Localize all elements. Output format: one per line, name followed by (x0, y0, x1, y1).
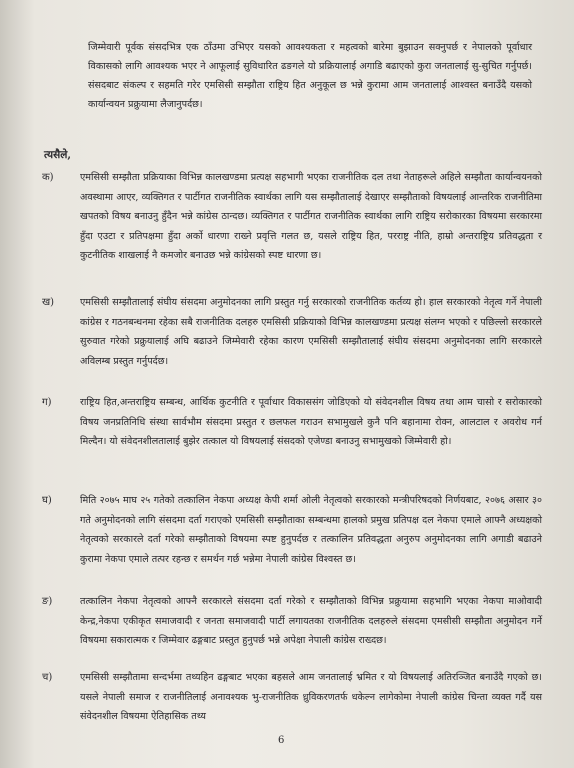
list-item-nga (42, 592, 542, 651)
list-item-cha (42, 668, 542, 727)
list-item-gha (42, 491, 542, 569)
list-item-text: तत्कालिन नेकपा नेतृत्वको आफ्नै सरकारले संसदमा दर्ता गरेको र सम्झौताको विभिन्न प्रक्रुयामा सहभागि भएका नेकपा माओवादी केन्द्र,नेकपा एकीकृत समाजवादी र जनता समाजवादी पार्टी लगायतका राजनीतिक दलहरुले संसदमा एमसीसी सम्झौता अनुमोदन गर्ने विषयमा सकारात्मक र जिम्मेवार ढङ्गबाट प्रस्तुत हुनुपर्छ भन्ने अपेक्षा नेपाली कांग्रेस राख्दछ। (80, 596, 542, 646)
list-item-label: ग) (42, 397, 52, 408)
list-item-ka (42, 168, 542, 266)
list-item-kha (42, 293, 542, 371)
list-item-text: एमसिसी सम्झौतालाई संघीय संसदमा अनुमोदनका लागि प्रस्तुत गर्नु सरकारको राजनीतिक कर्तव्य हो। हाल सरकारको नेतृत्व गर्ने नेपाली कांग्रेस र गठनबन्धनमा रहेका सबै राजनीतिक दलहरु एमसिसी प्रक्रियाको विभिन्न कालखण्डमा प्रत्यक्ष संलग्न भएको र पछिल्लो सरकारले सुरुवात गरेको प्रक्रुयालाई अघि बढाउने जिम्मेवारी रहेका कारण एमसिसी सम्झौतालाई संघीय संसदमा अनुमोदनका लागि सरकारले अविलम्ब प्रस्तुत गर्नुपर्दछ। (80, 297, 542, 367)
list-item-label: क) (42, 172, 54, 183)
page-number: 6 (278, 735, 285, 746)
list-item-text: मिति २०७५ माघ २५ गतेको तत्कालिन नेकपा अध्यक्ष केपी शर्मा ओली नेतृत्वको सरकारको मन्त्रीपरिषदको निर्णयबाट, २०७६ असार ३० गते अनुमोदनको लागि संसदमा दर्ता गराएको एमसिसी सम्झौताका सम्बन्धमा हालको प्रमुख प्रतिपक्ष दल नेकपा एमाले आफ्नै अध्यक्षको नेतृत्वको सरकारले दर्ता गरेको सम्झौताको विषयमा स्पष्ट हुनुपर्दछ र तत्कालिन प्रतिवद्धता अनुरुप अनुमोदनका लागि अगाडी बढाउने कुरामा नेकपा एमाले तत्पर रहन्छ र समर्थन गर्छ भन्नेमा नेपाली कांग्रेस विश्वस्त छ। (80, 495, 542, 565)
list-item-text: एमसिसी सम्झौतामा सन्दर्भमा तथ्यहिन ढङ्गबाट भएका बहसले आम जनतालाई भ्रमित र यो विषयलाई अतिरञ्जित बनाउँदै गएको छ। यसले नेपाली समाज र राजनीतिलाई अनावश्यक भु-राजनीतिक ध्रुविकरणतर्फ धकेल्न लागेकोमा नेपाली कांग्रेस चिन्ता व्यक्त गर्दै यस संवेदनशील विषयमा ऐतिहासिक तथ्य (80, 672, 542, 722)
section-heading: त्यसैले, (44, 149, 72, 161)
list-item-text: एमसिसी सम्झौता प्रक्रियाका विभिन्न कालखण्डमा प्रत्यक्ष सहभागी भएका राजनीतिक दल तथा नेताहरूले अहिले सम्झौता कार्यान्वयनको अवस्थामा आएर, व्यक्तिगत र पार्टीगत राजनीतिक स्वार्थका लागि यस सम्झौतालाई देखाएर सम्झौताको विषयलाई आन्तरिक राजनीतिमा खपतको विषय बनाउनु हुँदैन भन्ने कांग्रेस ठान्दछ। व्यक्तिगत र पार्टीगत राजनीतिक स्वार्थका लागि राष्ट्रिय सरोकारका विषयमा सरकारमा हुँदा एउटा र प्रतिपक्षमा हुँदा अर्को धारणा राख्ने प्रवृत्ति गलत छ, यसले राष्ट्रिय हित, परराष्ट्र नीति, हाम्रो अन्तराष्ट्रिय प्रतिवद्धता र कुटनीतिक शाखलाई नै कमजोर बनाउछ भन्ने कांग्रेसको स्पष्ट धारणा छ। (80, 172, 542, 261)
list-item-label: च) (42, 672, 53, 683)
list-item-ga (42, 393, 542, 452)
list-item-label: ङ) (42, 596, 53, 607)
list-item-text: राष्ट्रिय हित,अन्तराष्ट्रिय सम्बन्ध, आर्थिक कुटनीति र पूर्वाधार विकाससंग जोडिएको यो संवेदनशील विषय तथा आम चासो र सरोकारको विषय जनप्रतिनिधि संस्था सार्वभौम संसदमा प्रस्तुत र छलफल गराउन सभामुखले कुनै पनि बहानामा रोक्न, आलटाल र अवरोध गर्न मिल्दैन। यो संवेदनशीलतालाई बुझेर तत्काल यो विषयलाई संसदको एजेण्डा बनाउनु सभामुखको जिम्मेवारी हो। (80, 397, 542, 447)
list-item-label: ख) (42, 297, 55, 308)
intro-paragraph: जिम्मेवारी पूर्वक संसदभित्र एक ठाँउमा उभिएर यसको आवश्यकता र महत्वको बारेमा बुझाउन सक्नुपर्छ र नेपालको पूर्वाधार विकासको लागि आवश्यक भएर ने आफूलाई सुविधारित ढङगले यो प्रक्रियालाई अगाडि बढाएको कुरा जनतालाई सु-सुचित गर्नुपर्छ। संसदबाट संकल्प र सहमति गरेर एमसिसी सम्झौता राष्ट्रिय हित अनुकूल छ भन्ने कुरामा आम जनतालाई आश्वस्त बनाउँदै यसको कार्यान्वयन प्रक्रुयामा लैजानुपर्दछ। (88, 42, 532, 110)
list-item-label: घ) (42, 495, 52, 506)
